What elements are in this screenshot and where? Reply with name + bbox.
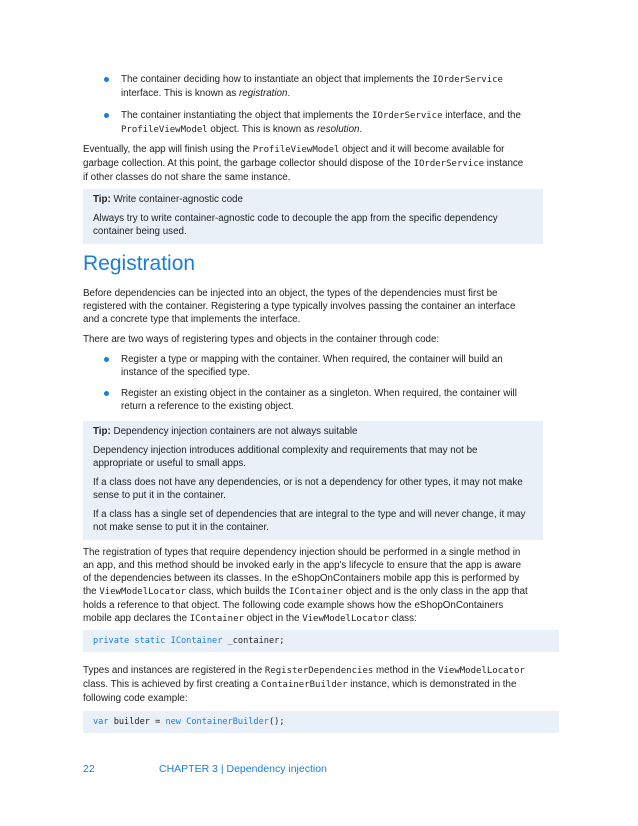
- paragraph: Eventually, the app will finish using the ProfileViewModel object and it will become available for garbage collection. At this point, the garbage collector should dispose of the IOrderService instance if other classes do not share the same instance.: [83, 144, 524, 183]
- tip-box: Tip: Write container-agnostic code Always try to write container-agnostic code to decouple the app from the specific dependency container being used.: [83, 189, 543, 244]
- bullet-list-registration: [83, 353, 597, 413]
- tip-box: Tip: Dependency injection containers are not always suitable Dependency injection introduces additional complexity and requirements that may not be appropriate or useful to small apps. If a class does not have any dependencies, or is not a dependency for other types, it may not make sense to put it in the container. If a class has a single set of dependencies that are integral to the type and will never change, it may not make sense to put it in the container.: [83, 421, 543, 540]
- section-heading: Registration: [83, 252, 196, 275]
- bullet-icon: [104, 113, 109, 118]
- code-block: private static IContainer _container;: [83, 630, 559, 652]
- tip-title: Tip: Write container-agnostic code: [93, 194, 243, 205]
- bullet-icon: [104, 77, 109, 82]
- list-item: The container instantiating the object that implements the IOrderService interface, and the ProfileViewModel object. This is known as resolution.: [121, 109, 597, 137]
- list-item: Register an existing object in the container as a singleton. When required, the container will return a reference to the existing object.: [121, 387, 597, 413]
- list-item: Register a type or mapping with the container. When required, the container will build an instance of the specified type.: [121, 353, 597, 379]
- paragraph: Before dependencies can be injected into an object, the types of the dependencies must first be registered with the container. Registering a type typically involves passing the container an interface and a concrete type that implements the interface.: [83, 288, 516, 325]
- tip-title: Tip: Dependency injection containers are not always suitable: [93, 426, 358, 437]
- list-item: The container deciding how to instantiate an object that implements the IOrderService interface. This is known as registration.: [121, 73, 597, 100]
- bullet-icon: [104, 391, 109, 396]
- paragraph: The registration of types that require dependency injection should be performed in a single method in an app, and this method should be invoked early in the app's lifecycle to ensure that the app is aware of the dependencies between its classes. In the eShopOnContainers mobile app this is performed by the ViewModelLocator class, which builds the IContainer object and is the only class in the app that holds a reference to that object. The following code example shows how the eShopOnContainers mobile app declares the IContainer object in the ViewModelLocator class:: [83, 547, 528, 624]
- paragraph: There are two ways of registering types and objects in the container through code:: [83, 334, 440, 345]
- bullet-list-resolution: [83, 73, 597, 137]
- bullet-icon: [104, 357, 109, 362]
- chapter-label: CHAPTER 3 | Dependency injection: [159, 763, 327, 775]
- paragraph: Types and instances are registered in the RegisterDependencies method in the ViewModelLocator class. This is achieved by first creating a ContainerBuilder instance, which is demonstrated in the following code example:: [83, 665, 525, 704]
- page-number: 22: [83, 763, 95, 775]
- code-block: var builder = new ContainerBuilder();: [83, 711, 559, 733]
